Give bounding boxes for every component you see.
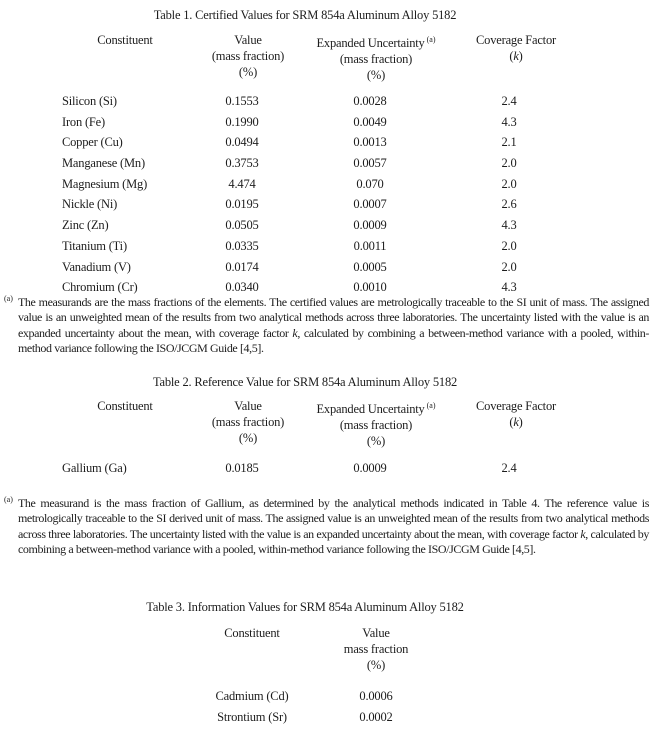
table-row-uncertainty: 0.0010 bbox=[353, 280, 387, 295]
table1-title: Table 1. Certified Values for SRM 854a Aluminum Alloy 5182 bbox=[153, 8, 457, 22]
table2-title: Table 2. Reference Value for SRM 854a Aluminum Alloy 5182 bbox=[152, 375, 458, 389]
footnote-reference-a: (a) bbox=[426, 401, 436, 410]
table-row-uncertainty: 0.0028 bbox=[353, 94, 387, 108]
table-row-constituent: Gallium (Ga) bbox=[62, 461, 127, 475]
table-row-constituent: Titanium (Ti) bbox=[62, 238, 127, 253]
table-row-constituent: Zinc (Zn) bbox=[62, 218, 109, 233]
table1-column-header-coverage-factor: Coverage Factor (k) bbox=[476, 33, 556, 63]
table2-footnote bbox=[4, 496, 649, 558]
table-row-value: 0.0174 bbox=[225, 259, 259, 274]
table-row-constituent: Magnesium (Mg) bbox=[62, 176, 148, 191]
table1-footnote-text: The measurands are the mass fractions of the elements. The certified values are metrologically traceable to the SI unit of mass. The assigned value is an unweighted mean of the results from two analytical methods across three laboratories. The uncertainty listed with the value is an expanded uncertainty about the mean, with coverage factor k, calculated by combining a between-method variance with a pooled, within-method variance following the ISO/JCGM Guide [4,5]. bbox=[18, 295, 649, 356]
table3-body bbox=[190, 686, 438, 727]
table3-column-header-value: Value mass fraction (%) bbox=[343, 626, 409, 672]
table-row-constituent: Nickle (Ni) bbox=[62, 197, 118, 212]
table-row-value: 0.0505 bbox=[225, 218, 259, 233]
table-row-coverage: 2.4 bbox=[501, 461, 517, 475]
table-row-coverage: 2.0 bbox=[501, 238, 517, 253]
table-row-constituent: Vanadium (V) bbox=[62, 259, 131, 274]
table-row-value: 0.0002 bbox=[359, 709, 393, 724]
table-row-value: 0.0340 bbox=[225, 280, 259, 295]
table-row-coverage: 4.3 bbox=[501, 280, 517, 295]
table-row-constituent: Iron (Fe) bbox=[62, 114, 105, 129]
table-row-constituent: Manganese (Mn) bbox=[62, 156, 145, 171]
table2-header-row bbox=[60, 398, 586, 449]
table-row-uncertainty: 0.0009 bbox=[353, 218, 387, 233]
table-row-coverage: 2.0 bbox=[501, 176, 517, 191]
table-row-constituent: Chromium (Cr) bbox=[62, 280, 138, 295]
k-symbol: k bbox=[513, 415, 519, 429]
table1-body bbox=[60, 91, 586, 298]
table1-header-row bbox=[60, 32, 586, 83]
table-row-constituent: Cadmium (Cd) bbox=[215, 689, 289, 703]
table-row-constituent: Copper (Cu) bbox=[62, 135, 123, 150]
table1-column-header-constituent bbox=[60, 32, 190, 83]
table-row-value: 0.0195 bbox=[225, 197, 259, 212]
table3-title: Table 3. Information Values for SRM 854a Aluminum Alloy 5182 bbox=[146, 600, 464, 614]
table-row-value: 4.474 bbox=[228, 176, 256, 191]
table-row-value: 0.1990 bbox=[225, 114, 259, 129]
table-row-uncertainty: 0.070 bbox=[356, 176, 384, 191]
table-row-coverage: 2.0 bbox=[501, 259, 517, 274]
table-row-value: 0.0185 bbox=[225, 461, 259, 475]
table-row-uncertainty: 0.0057 bbox=[353, 156, 387, 171]
table3-column-header-constituent: Constituent bbox=[224, 626, 280, 640]
table-row-uncertainty: 0.0005 bbox=[353, 259, 387, 274]
table-row-coverage: 2.0 bbox=[501, 156, 517, 171]
table1-footnote bbox=[4, 295, 649, 357]
k-symbol: k bbox=[292, 325, 298, 340]
table-row-uncertainty: 0.0011 bbox=[353, 238, 387, 253]
header-constituent-label: Constituent bbox=[97, 33, 153, 47]
footnote-marker-a: (a) bbox=[4, 294, 13, 303]
table2-body bbox=[60, 458, 586, 479]
table1-column-header-expanded-uncertainty: Expanded Uncertainty $^{(a)}$ (mass fraction) (%) bbox=[316, 35, 436, 83]
table-row-constituent: Silicon (Si) bbox=[62, 94, 117, 108]
table-row-coverage: 2.6 bbox=[501, 197, 517, 212]
table-row-coverage: 2.1 bbox=[501, 135, 517, 150]
table-row-uncertainty: 0.0049 bbox=[353, 114, 387, 129]
table2-column-header-coverage-factor: Coverage Factor (k) bbox=[476, 399, 556, 429]
footnote-marker-a: (a) bbox=[4, 495, 13, 504]
table-row-value: 0.0006 bbox=[359, 689, 393, 703]
table2-footnote-text: The measurand is the mass fraction of Gallium, as determined by the analytical methods indicated in Table 4. The reference value is metrologically traceable to the SI derived unit of mass. The assigned value is an unweighted mean of the results from two analytical methods across three laboratories. The uncertainty listed with the value is an expanded uncertainty about the mean, with coverage factor k, calculated by combining a between-method variance with a pooled, within-method variance following the ISO/JCGM Guide [4,5]. bbox=[18, 496, 649, 557]
table-row-coverage: 2.4 bbox=[501, 94, 517, 108]
table-row-uncertainty: 0.0013 bbox=[353, 135, 387, 150]
table-row-value: 0.3753 bbox=[225, 156, 259, 171]
table-row-uncertainty: 0.0007 bbox=[353, 197, 387, 212]
table1-column-header-value: Value (mass fraction) (%) bbox=[211, 33, 285, 79]
table-row-value: 0.1553 bbox=[225, 94, 259, 108]
table2-column-header-expanded-uncertainty: Expanded Uncertainty $^{(a)}$ (mass fraction) (%) bbox=[316, 401, 436, 449]
table-row-constituent: Strontium (Sr) bbox=[217, 709, 287, 724]
table-row-coverage: 4.3 bbox=[501, 114, 517, 129]
table-row-value: 0.0335 bbox=[225, 238, 259, 253]
table2-column-header-constituent: Constituent bbox=[97, 399, 153, 413]
table-row-coverage: 4.3 bbox=[501, 218, 517, 233]
table2-column-header-value: Value (mass fraction) (%) bbox=[211, 399, 285, 445]
table-row-value: 0.0494 bbox=[225, 135, 259, 150]
table3-header-row bbox=[190, 625, 438, 673]
footnote-reference-a: (a) bbox=[426, 35, 436, 44]
k-symbol: k bbox=[513, 49, 519, 63]
k-symbol: k bbox=[580, 526, 586, 541]
table-row-uncertainty: 0.0009 bbox=[353, 461, 387, 475]
